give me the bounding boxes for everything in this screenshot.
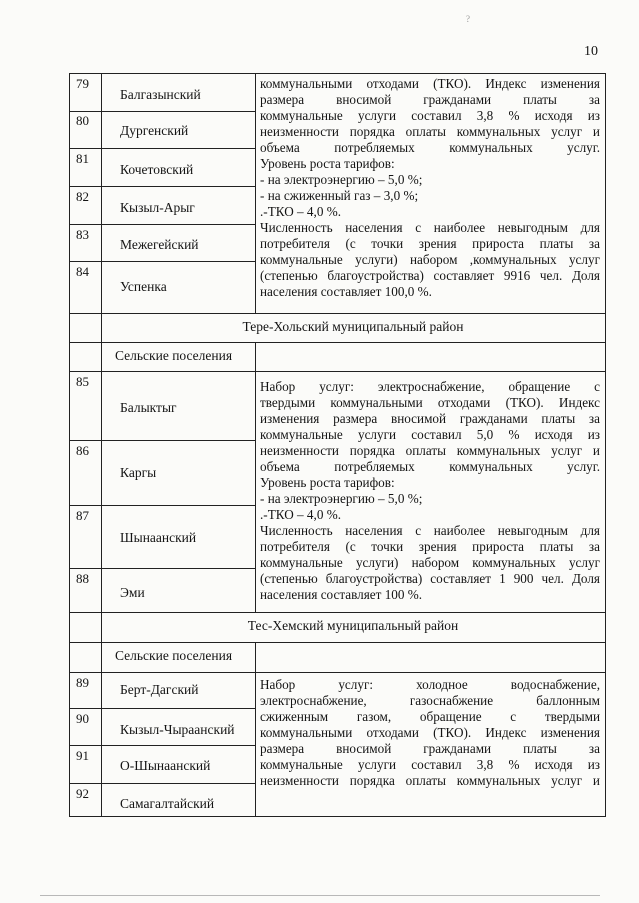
description-line: размера вносимой гражданами платы за: [260, 92, 600, 107]
page-number: 10: [584, 44, 598, 59]
settlement-name: Самагалтайский: [120, 796, 215, 811]
description-line: Численность населения с наиболее невыгодным для: [260, 220, 600, 235]
table-border-bottom: [69, 816, 606, 817]
row-number: 83: [76, 227, 89, 242]
row-number: 88: [76, 571, 89, 586]
page-bottom-rule: [40, 895, 600, 896]
table-border-right: [605, 73, 606, 817]
description-line: - на электроэнергию – 5,0 %;: [260, 491, 423, 506]
row-divider: [69, 313, 606, 314]
description-line: коммунальными отходами (ТКО). Индекс изменения: [260, 725, 600, 740]
settlement-name: Шынаанский: [120, 530, 197, 545]
row-divider: [69, 505, 256, 506]
row-number: 92: [76, 786, 89, 801]
row-number: 85: [76, 374, 89, 389]
description-line: коммунальные услуги составил 5,0 % исходя из: [260, 427, 600, 442]
subheader-rural-settlements: Сельские поселения: [115, 648, 233, 663]
column-divider-2: [255, 73, 256, 313]
row-divider: [69, 371, 606, 372]
tariff-description: [260, 76, 600, 300]
row-divider: [69, 111, 256, 112]
description-line: твердыми коммунальными отходами (ТКО). Индекс: [260, 395, 600, 410]
description-line: коммунальные услуги) набором коммунальных услуг: [260, 555, 600, 570]
row-divider: [69, 708, 256, 709]
description-line: (степенью благоустройства) составляет 1 900 чел. Доля: [260, 571, 600, 586]
description-line: .-ТКО – 4,0 %.: [260, 507, 341, 522]
settlement-name: Кызыл-Арыг: [120, 200, 195, 215]
description-line: Уровень роста тарифов:: [260, 156, 395, 171]
row-divider: [69, 440, 256, 441]
settlement-name: Дургенский: [120, 123, 189, 138]
description-line: коммунальными отходами (ТКО). Индекс изменения: [260, 76, 600, 91]
description-line: Численность населения с наиболее невыгодным для: [260, 523, 600, 538]
table-border-left: [69, 73, 70, 817]
column-divider-1: [101, 73, 102, 817]
description-line: - на сжиженный газ – 3,0 %;: [260, 188, 419, 203]
settlement-name: Каргы: [120, 465, 157, 480]
description-line: неизменности порядка оплаты коммунальных услуг и: [260, 773, 600, 788]
row-number: 81: [76, 151, 89, 166]
tariff-description: [260, 379, 600, 603]
row-divider: [69, 148, 256, 149]
row-number: 87: [76, 508, 89, 523]
description-line: потребителя (с точки зрения прироста платы за: [260, 236, 600, 251]
column-divider-2: [255, 642, 256, 817]
description-line: Набор услуг: холодное водоснабжение,: [260, 677, 600, 692]
settlement-name: О-Шынаанский: [120, 758, 211, 773]
description-line: коммунальные услуги составил 3,8 % исходя из: [260, 108, 600, 123]
settlement-name: Берт-Дагский: [120, 682, 199, 697]
row-number: 86: [76, 443, 89, 458]
description-line: - на электроэнергию – 5,0 %;: [260, 172, 423, 187]
column-divider-2: [255, 342, 256, 612]
row-number: 79: [76, 76, 89, 91]
section-heading: Тес-Хемский муниципальный район: [247, 618, 459, 633]
row-divider: [69, 261, 256, 262]
description-line: населения составляет 100,0 %.: [260, 284, 432, 299]
row-number: 82: [76, 189, 89, 204]
row-divider: [69, 642, 606, 643]
row-divider: [69, 745, 256, 746]
settlement-name: Балгазынский: [120, 87, 201, 102]
row-divider: [69, 186, 256, 187]
description-line: .-ТКО – 4,0 %.: [260, 204, 341, 219]
description-line: размера вносимой гражданами платы за: [260, 741, 600, 756]
description-line: объема потребляемых коммунальных услуг.: [260, 140, 600, 155]
table-border-top: [69, 73, 606, 74]
description-line: Набор услуг: электроснабжение, обращение с: [260, 379, 600, 394]
section-heading: Тере-Хольский муниципальный район: [242, 319, 464, 334]
description-line: коммунальные услуги составил 3,8 % исходя из: [260, 757, 600, 772]
row-divider: [69, 568, 256, 569]
corner-mark: ?: [466, 14, 470, 24]
settlement-name: Межегейский: [120, 237, 199, 252]
description-line: объема потребляемых коммунальных услуг.: [260, 459, 600, 474]
settlement-name: Успенка: [120, 279, 167, 294]
settlement-name: Кочетовский: [120, 162, 194, 177]
row-divider: [69, 224, 256, 225]
row-number: 80: [76, 113, 89, 128]
settlement-name: Балыктыг: [120, 400, 177, 415]
description-line: потребителя (с точки зрения прироста платы за: [260, 539, 600, 554]
row-divider: [69, 342, 606, 343]
description-line: неизменности порядка оплаты коммунальных услуг и: [260, 443, 600, 458]
description-line: Уровень роста тарифов:: [260, 475, 395, 490]
row-number: 90: [76, 711, 89, 726]
row-divider: [69, 672, 606, 673]
description-line: неизменности порядка оплаты коммунальных услуг и: [260, 124, 600, 139]
subheader-rural-settlements: Сельские поселения: [115, 348, 233, 363]
row-number: 89: [76, 675, 89, 690]
description-line: населения составляет 100 %.: [260, 587, 423, 602]
description-line: коммунальные услуги) набором ,коммунальных услуг: [260, 252, 600, 267]
settlement-name: Кызыл-Чыраанский: [120, 722, 235, 737]
description-line: изменения размера вносимой гражданами платы за: [260, 411, 600, 426]
row-number: 91: [76, 748, 89, 763]
row-number: 84: [76, 264, 89, 279]
description-line: электроснабжение, газоснабжение баллонным: [260, 693, 600, 708]
settlement-name: Эми: [120, 585, 145, 600]
row-divider: [69, 783, 256, 784]
tariff-description: [260, 677, 600, 789]
row-divider: [69, 612, 606, 613]
description-line: (степенью благоустройства) составляет 9916 чел. Доля: [260, 268, 600, 283]
description-line: сжиженным газом, обращение с твердыми: [260, 709, 600, 724]
